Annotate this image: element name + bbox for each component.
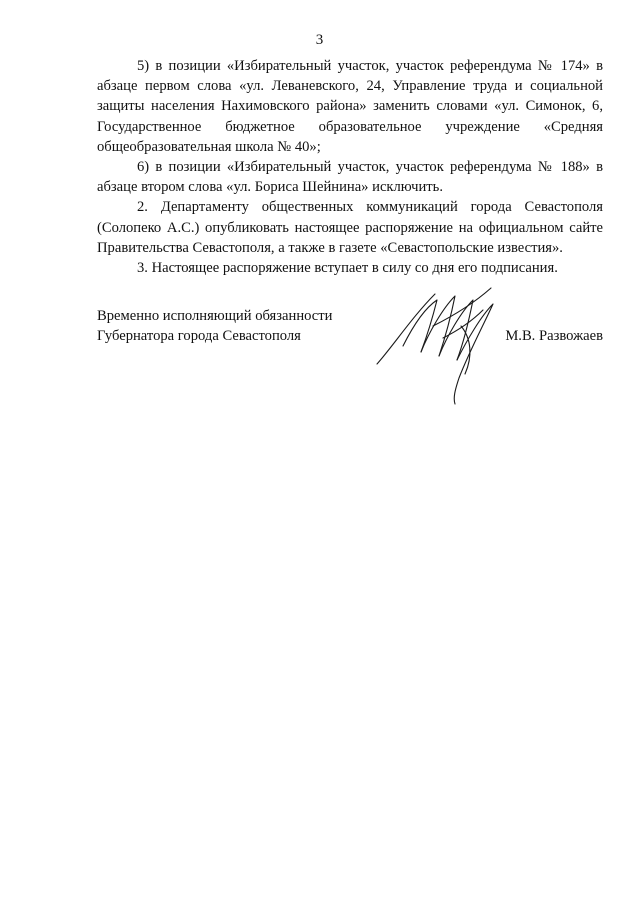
paragraph-publication: 2. Департаменту общественных коммуникаций города Севастополя (Солопеко А.С.) опубликовать настоящее распоряжение на официальном сайте Правительства Севастополя, а также в газете «Севастопольские известия».: [97, 199, 603, 256]
signer-position-line1: Временно исполняющий обязанности: [97, 308, 333, 324]
document-body: [97, 56, 603, 278]
paragraph-item-6: 6) в позиции «Избирательный участок, участок референдума № 188» в абзаце втором слова «ул. Бориса Шейнина» исключить.: [97, 159, 603, 196]
page-number: 3: [315, 32, 324, 48]
signature-block: [97, 306, 603, 416]
signer-position: [97, 306, 332, 346]
signer-name: М.В. Развожаев: [505, 328, 603, 344]
paragraph-effective-date: 3. Настоящее распоряжение вступает в силу со дня его подписания.: [137, 260, 558, 277]
signer-position-line2: Губернатора города Севастополя: [97, 328, 301, 345]
paragraph-item-5: 5) в позиции «Избирательный участок, участок референдума № 174» в абзаце первом слова «ул. Леваневского, 24, Управление труда и социальной защиты населения Нахимовского района» заменить словами «ул. Симонок, 6, Государственное бюджетное образовательное учреждение «Средняя общеобразовательная школа № 40»;: [97, 58, 603, 155]
